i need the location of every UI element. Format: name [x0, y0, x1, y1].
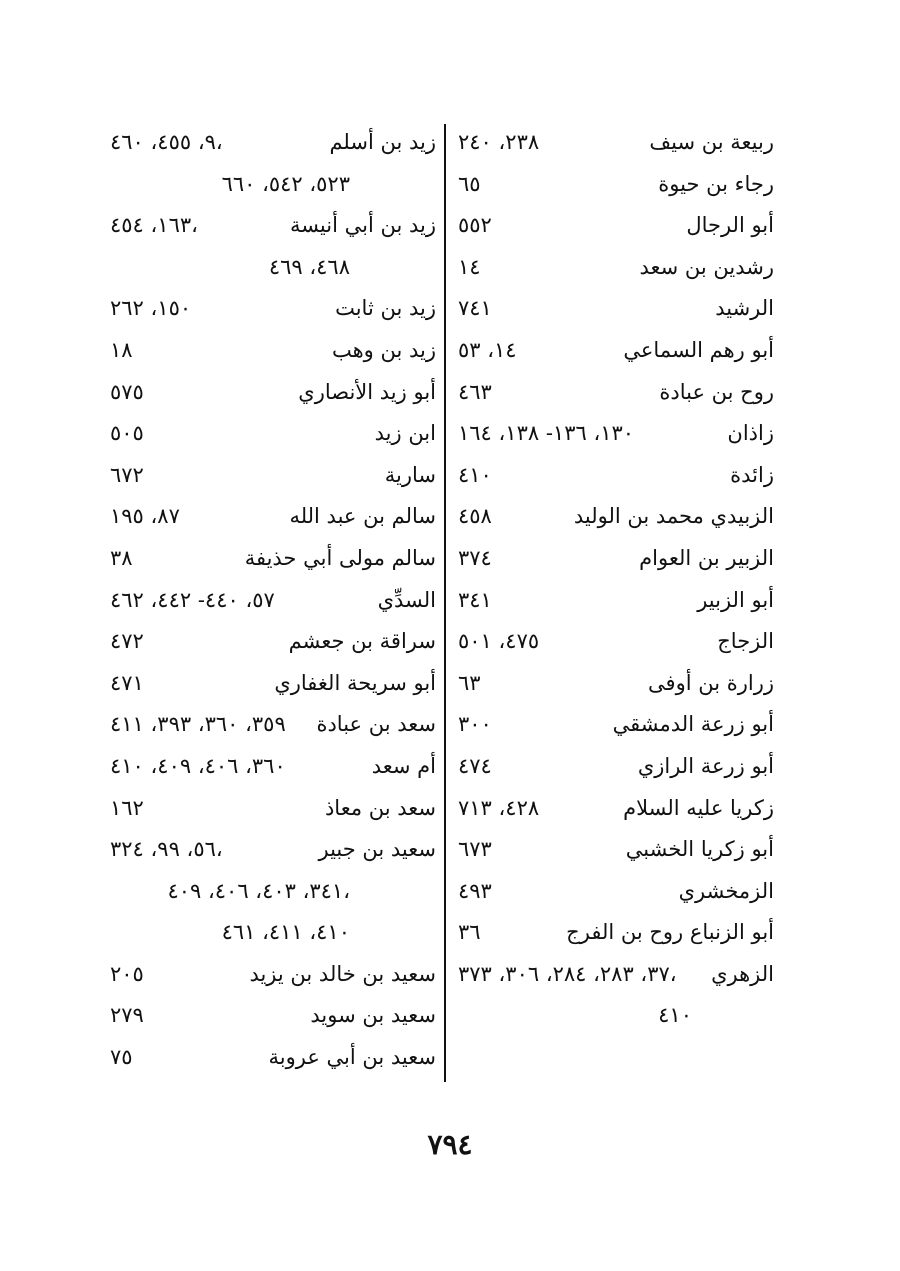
- entry-pages: ٣٤١، ٤٠٣، ٤٠٦، ٤٠٩،: [167, 878, 350, 903]
- index-entry: [448, 746, 778, 788]
- entry-pages: ٦٧٣: [458, 837, 492, 862]
- entry-pages: ٨٧، ١٩٥: [110, 504, 180, 529]
- entry-pages: ٣٧، ٢٨٣، ٢٨٤، ٣٠٦، ٣٧٣،: [458, 961, 677, 986]
- index-entry: [100, 330, 440, 372]
- entry-pages: ٥٧، ٤٤٠- ٤٤٢، ٤٦٢: [110, 587, 275, 612]
- entry-name: زاذان: [727, 421, 774, 446]
- column-divider: [444, 124, 446, 1082]
- index-entry: [448, 621, 778, 663]
- entry-pages: ٣٨: [110, 545, 133, 570]
- index-entry: [100, 205, 440, 247]
- index-entry: [100, 995, 440, 1037]
- entry-pages: ٣٧٤: [458, 545, 492, 570]
- index-entry: [100, 455, 440, 497]
- entry-pages: ٥٦، ٩٩، ٣٢٤،: [110, 837, 223, 862]
- index-column-right: [448, 122, 778, 1082]
- entry-name: أبو زكريا الخشبي: [625, 837, 774, 862]
- entry-pages: ٢٣٨، ٢٤٠: [458, 130, 540, 154]
- entry-pages: ٤٦٨، ٤٦٩: [268, 254, 350, 279]
- entry-name: سراقة بن جعشم: [288, 629, 436, 654]
- index-entry: [448, 330, 778, 372]
- index-entry: [100, 1037, 440, 1079]
- entry-name: سعيد بن جبير: [318, 837, 436, 862]
- entry-name: سالم بن عبد الله: [289, 504, 436, 529]
- entry-pages: ٩، ٤٥٥، ٤٦٠،: [110, 130, 223, 154]
- index-entry: [100, 663, 440, 705]
- entry-pages: ٧٥: [110, 1045, 133, 1070]
- entry-name: روح بن عبادة: [659, 379, 774, 404]
- entry-pages: ٥٧٥: [110, 379, 144, 404]
- entry-pages: ٥٢٣، ٥٤٢، ٦٦٠: [221, 171, 350, 196]
- index-entry: [448, 372, 778, 414]
- index-entry: [448, 788, 778, 830]
- entry-pages: ٤١٠: [658, 1003, 692, 1028]
- entry-name: زكريا عليه السلام: [623, 795, 774, 820]
- entry-pages: ١٤: [458, 254, 481, 279]
- entry-pages: ٢٧٩: [110, 1003, 144, 1028]
- entry-pages: ٥٠٥: [110, 421, 144, 446]
- entry-name: زيد بن ثابت: [335, 296, 436, 321]
- index-entry: [448, 413, 778, 455]
- index-entry: [448, 538, 778, 580]
- index-entry: [100, 829, 440, 871]
- index-entry: [100, 247, 440, 289]
- entry-name: ابن زيد: [374, 421, 436, 446]
- entry-name: زيد بن أبي أنيسة: [289, 213, 436, 238]
- entry-pages: ١٥٠، ٢٦٢: [110, 296, 192, 321]
- index-entry: [100, 788, 440, 830]
- index-entry: [100, 912, 440, 954]
- index-entry: [100, 122, 440, 164]
- index-entry: [448, 455, 778, 497]
- entry-pages: ٣٠٠: [458, 712, 492, 737]
- entry-name: سالم مولى أبي حذيفة: [244, 545, 436, 570]
- entry-pages: ٤٧١: [110, 670, 144, 695]
- index-entry: [100, 413, 440, 455]
- entry-pages: ٣٦: [458, 920, 481, 945]
- entry-pages: ٤٧٢: [110, 629, 144, 654]
- index-entry: [100, 372, 440, 414]
- entry-name: رجاء بن حيوة: [658, 171, 774, 196]
- entry-name: أبو سريحة الغفاري: [274, 670, 436, 695]
- entry-pages: ٤٢٨، ٧١٣: [458, 795, 540, 820]
- index-entry: [100, 621, 440, 663]
- entry-pages: ١٦٢: [110, 795, 144, 820]
- entry-name: زيد بن وهب: [331, 337, 436, 362]
- entry-pages: ٤٧٥، ٥٠١: [458, 629, 540, 654]
- index-entry: [448, 704, 778, 746]
- entry-pages: ١٣٠، ١٣٦- ١٣٨، ١٦٤: [458, 421, 635, 446]
- entry-name: سارية: [384, 462, 436, 487]
- entry-pages: ٢٠٥: [110, 961, 144, 986]
- index-entry: [448, 954, 778, 996]
- entry-pages: ٦٧٢: [110, 462, 144, 487]
- entry-pages: ٣٤١: [458, 587, 492, 612]
- index-entry: [448, 663, 778, 705]
- index-entry: [100, 871, 440, 913]
- entry-name: سعد بن عبادة: [316, 712, 436, 737]
- entry-name: الزبيدي محمد بن الوليد: [573, 504, 774, 529]
- entry-name: زرارة بن أوفى: [648, 670, 774, 695]
- entry-pages: ٥٥٢: [458, 213, 492, 238]
- index-entry: [100, 538, 440, 580]
- index-entry: [448, 496, 778, 538]
- entry-name: زائدة: [730, 462, 774, 487]
- entry-pages: ٤١٠، ٤١١، ٤٦١: [221, 920, 350, 945]
- index-entry: [100, 580, 440, 622]
- entry-name: أبو زيد الأنصاري: [298, 379, 436, 404]
- entry-pages: ٣٦٠، ٤٠٦، ٤٠٩، ٤١٠: [110, 753, 286, 778]
- entry-pages: ٤٥٨: [458, 504, 492, 529]
- entry-name: أبو زرعة الدمشقي: [612, 712, 774, 737]
- index-entry: [100, 954, 440, 996]
- index-entry: [448, 205, 778, 247]
- entry-name: أبو الزنباع روح بن الفرج: [566, 920, 774, 945]
- index-entry: [448, 580, 778, 622]
- entry-name: أم سعد: [371, 753, 436, 778]
- entry-name: الزجاج: [717, 629, 774, 654]
- index-entry: [100, 288, 440, 330]
- index-column-left: [100, 122, 440, 1082]
- entry-name: أبو رهم السماعي: [623, 337, 774, 362]
- entry-name: سعيد بن خالد بن يزيد: [249, 961, 436, 986]
- entry-name: السدِّي: [377, 587, 436, 612]
- entry-pages: ٤١٠: [458, 462, 492, 487]
- index-entry: [448, 164, 778, 206]
- entry-name: سعيد بن أبي عروبة: [268, 1045, 436, 1070]
- entry-name: سعيد بن سويد: [310, 1003, 436, 1028]
- index-entry: [448, 912, 778, 954]
- index-entry: [448, 288, 778, 330]
- entry-name: الزهري: [711, 961, 774, 986]
- index-entry: [448, 247, 778, 289]
- entry-name: أبو زرعة الرازي: [637, 753, 774, 778]
- entry-name: رشدين بن سعد: [639, 254, 774, 279]
- index-entry: [100, 496, 440, 538]
- entry-pages: ٣٥٩، ٣٦٠، ٣٩٣، ٤١١: [110, 712, 286, 737]
- entry-pages: ٦٥: [458, 171, 481, 196]
- entry-pages: ٤٦٣: [458, 379, 492, 404]
- entry-pages: ١٦٣، ٤٥٤،: [110, 213, 198, 238]
- index-entry: [100, 164, 440, 206]
- entry-pages: ١٨: [110, 337, 133, 362]
- entry-name: الرشيد: [715, 296, 774, 321]
- entry-name: الزمخشري: [678, 878, 774, 903]
- index-entry: [448, 829, 778, 871]
- index-entry: [100, 704, 440, 746]
- index-entry: [448, 995, 778, 1037]
- entry-name: سعد بن معاذ: [324, 795, 436, 820]
- index-entry: [100, 746, 440, 788]
- entry-name: الزبير بن العوام: [639, 545, 774, 570]
- entry-pages: ١٤، ٥٣: [458, 337, 517, 362]
- entry-name: أبو الرجال: [686, 213, 774, 238]
- entry-pages: ٧٤١: [458, 296, 492, 321]
- entry-name: ربيعة بن سيف: [649, 130, 774, 154]
- entry-pages: ٤٩٣: [458, 878, 492, 903]
- page-number: ٧٩٤: [427, 1128, 473, 1161]
- entry-name: أبو الزبير: [697, 587, 774, 612]
- index-entry: [448, 122, 778, 164]
- entry-name: زيد بن أسلم: [329, 130, 436, 154]
- index-entry: [448, 871, 778, 913]
- entry-pages: ٦٣: [458, 670, 481, 695]
- entry-pages: ٤٧٤: [458, 753, 492, 778]
